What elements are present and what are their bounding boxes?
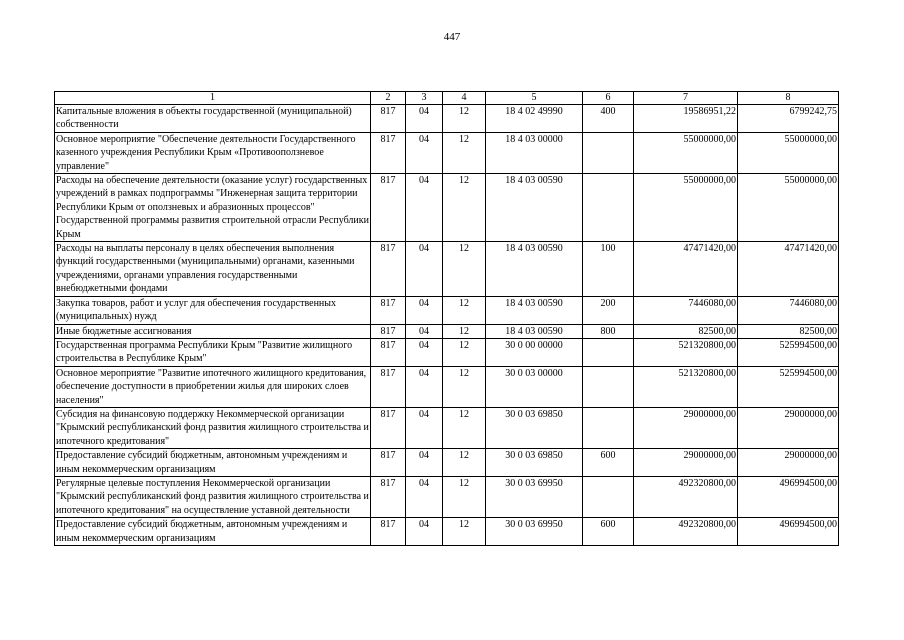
table-header-row	[55, 92, 839, 105]
target-article-cell: 18 4 03 00590	[486, 296, 583, 324]
subsection-cell: 12	[443, 105, 486, 133]
table-row	[55, 174, 839, 242]
admin-code-cell: 817	[371, 366, 406, 407]
target-article-cell: 30 0 03 69950	[486, 518, 583, 546]
row-name-cell: Государственная программа Республики Крым "Развитие жилищного строительства в Республике Крым"	[55, 338, 371, 366]
table-row	[55, 132, 839, 173]
expense-type-cell	[583, 366, 634, 407]
table-row	[55, 105, 839, 133]
table-row	[55, 242, 839, 297]
table-row	[55, 476, 839, 517]
target-article-cell: 18 4 03 00590	[486, 242, 583, 297]
target-article-cell: 30 0 03 69850	[486, 449, 583, 477]
amount-year1-cell: 19586951,22	[634, 105, 738, 133]
row-name-cell: Расходы на выплаты персоналу в целях обеспечения выполнения функций государственными (муниципальными) органами, казенными учреждениями, органами управления государственными внебюджетными фондами	[55, 242, 371, 297]
table-body	[55, 105, 839, 546]
table-row	[55, 518, 839, 546]
section-cell: 04	[406, 407, 443, 448]
target-article-cell: 30 0 03 69950	[486, 476, 583, 517]
section-cell: 04	[406, 338, 443, 366]
expense-type-cell	[583, 407, 634, 448]
amount-year2-cell: 525994500,00	[738, 338, 839, 366]
admin-code-cell: 817	[371, 476, 406, 517]
amount-year1-cell: 7446080,00	[634, 296, 738, 324]
target-article-cell: 18 4 03 00000	[486, 132, 583, 173]
column-header: 4	[443, 92, 486, 105]
amount-year1-cell: 29000000,00	[634, 407, 738, 448]
row-name-cell: Предоставление субсидий бюджетным, автономным учреждениям и иным некоммерческим организациям	[55, 449, 371, 477]
table-row	[55, 366, 839, 407]
row-name-cell: Закупка товаров, работ и услуг для обеспечения государственных (муниципальных) нужд	[55, 296, 371, 324]
admin-code-cell: 817	[371, 105, 406, 133]
expense-type-cell: 200	[583, 296, 634, 324]
expense-type-cell	[583, 476, 634, 517]
admin-code-cell: 817	[371, 132, 406, 173]
amount-year2-cell: 47471420,00	[738, 242, 839, 297]
target-article-cell: 18 4 03 00590	[486, 324, 583, 338]
row-name-cell: Регулярные целевые поступления Некоммерческой организации "Крымский республиканский фонд развития жилищного строительства и ипотечного кредитования" на осуществление уставной деятельности	[56, 477, 369, 516]
expense-type-cell: 600	[583, 518, 634, 546]
section-cell: 04	[406, 518, 443, 546]
admin-code-cell: 817	[371, 518, 406, 546]
column-header: 1	[55, 92, 371, 105]
amount-year1-cell: 47471420,00	[634, 242, 738, 297]
admin-code-cell: 817	[371, 296, 406, 324]
table-row	[55, 296, 839, 324]
admin-code-cell: 817	[371, 407, 406, 448]
subsection-cell: 12	[443, 324, 486, 338]
amount-year1-cell: 521320800,00	[634, 366, 738, 407]
amount-year2-cell: 7446080,00	[738, 296, 839, 324]
table-row	[55, 324, 839, 338]
column-header: 2	[371, 92, 406, 105]
row-name-cell: Основное мероприятие "Развитие ипотечного жилищного кредитования, обеспечение доступности в приобретении жилья для широких слоев населения"	[55, 366, 371, 407]
amount-year1-cell: 492320800,00	[634, 476, 738, 517]
amount-year2-cell: 29000000,00	[738, 407, 839, 448]
table-row	[55, 407, 839, 448]
target-article-cell: 18 4 03 00590	[486, 174, 583, 242]
row-name-cell: Капитальные вложения в объекты государственной (муниципальной) собственности	[55, 105, 371, 133]
subsection-cell: 12	[443, 296, 486, 324]
section-cell: 04	[406, 174, 443, 242]
amount-year2-cell: 82500,00	[738, 324, 839, 338]
section-cell: 04	[406, 132, 443, 173]
expense-type-cell: 100	[583, 242, 634, 297]
amount-year2-cell: 55000000,00	[738, 132, 839, 173]
section-cell: 04	[406, 366, 443, 407]
amount-year2-cell: 525994500,00	[738, 366, 839, 407]
column-header: 6	[583, 92, 634, 105]
target-article-cell: 30 0 00 00000	[486, 338, 583, 366]
expense-type-cell	[583, 338, 634, 366]
row-name-cell: Расходы на обеспечение деятельности (оказание услуг) государственных учреждений в рамках подпрограммы "Инженерная защита территории Республики Крым от оползневых и абразионных процессов" Государственной программы развития строительной отрасли Республики Крым	[56, 175, 369, 240]
admin-code-cell: 817	[371, 338, 406, 366]
subsection-cell: 12	[443, 407, 486, 448]
row-name-cell: Субсидия на финансовую поддержку Некоммерческой организации "Крымский республиканский фонд развития жилищного строительства и ипотечного кредитования"	[56, 408, 369, 447]
target-article-cell: 30 0 03 00000	[486, 366, 583, 407]
amount-year2-cell: 496994500,00	[738, 518, 839, 546]
section-cell: 04	[406, 242, 443, 297]
target-article-cell: 18 4 02 49990	[486, 105, 583, 133]
subsection-cell: 12	[443, 132, 486, 173]
amount-year1-cell: 82500,00	[634, 324, 738, 338]
amount-year2-cell: 496994500,00	[738, 476, 839, 517]
subsection-cell: 12	[443, 449, 486, 477]
table-row	[55, 449, 839, 477]
expense-type-cell: 800	[583, 324, 634, 338]
column-header: 3	[406, 92, 443, 105]
amount-year2-cell: 29000000,00	[738, 449, 839, 477]
section-cell: 04	[406, 324, 443, 338]
subsection-cell: 12	[443, 242, 486, 297]
column-header: 8	[738, 92, 839, 105]
admin-code-cell: 817	[371, 242, 406, 297]
table-row	[55, 338, 839, 366]
section-cell: 04	[406, 296, 443, 324]
amount-year1-cell: 29000000,00	[634, 449, 738, 477]
amount-year1-cell: 55000000,00	[634, 174, 738, 242]
admin-code-cell: 817	[371, 324, 406, 338]
subsection-cell: 12	[443, 338, 486, 366]
expense-type-cell	[583, 132, 634, 173]
admin-code-cell: 817	[371, 449, 406, 477]
row-name-cell: Предоставление субсидий бюджетным, автономным учреждениям и иным некоммерческим организациям	[55, 518, 371, 546]
budget-table	[54, 91, 839, 546]
column-header: 7	[634, 92, 738, 105]
expense-type-cell: 400	[583, 105, 634, 133]
expense-type-cell	[583, 174, 634, 242]
target-article-cell: 30 0 03 69850	[486, 407, 583, 448]
column-header: 5	[486, 92, 583, 105]
subsection-cell: 12	[443, 476, 486, 517]
amount-year2-cell: 6799242,75	[738, 105, 839, 133]
expense-type-cell: 600	[583, 449, 634, 477]
amount-year2-cell: 55000000,00	[738, 174, 839, 242]
section-cell: 04	[406, 449, 443, 477]
amount-year1-cell: 492320800,00	[634, 518, 738, 546]
subsection-cell: 12	[443, 518, 486, 546]
amount-year1-cell: 521320800,00	[634, 338, 738, 366]
page-number: 447	[443, 31, 461, 43]
row-name-cell: Иные бюджетные ассигнования	[55, 324, 371, 338]
admin-code-cell: 817	[371, 174, 406, 242]
section-cell: 04	[406, 476, 443, 517]
row-name-cell: Основное мероприятие "Обеспечение деятельности Государственного казенного учреждения Республики Крым «Противооползневое управление"	[55, 132, 371, 173]
subsection-cell: 12	[443, 366, 486, 407]
amount-year1-cell: 55000000,00	[634, 132, 738, 173]
section-cell: 04	[406, 105, 443, 133]
subsection-cell: 12	[443, 174, 486, 242]
